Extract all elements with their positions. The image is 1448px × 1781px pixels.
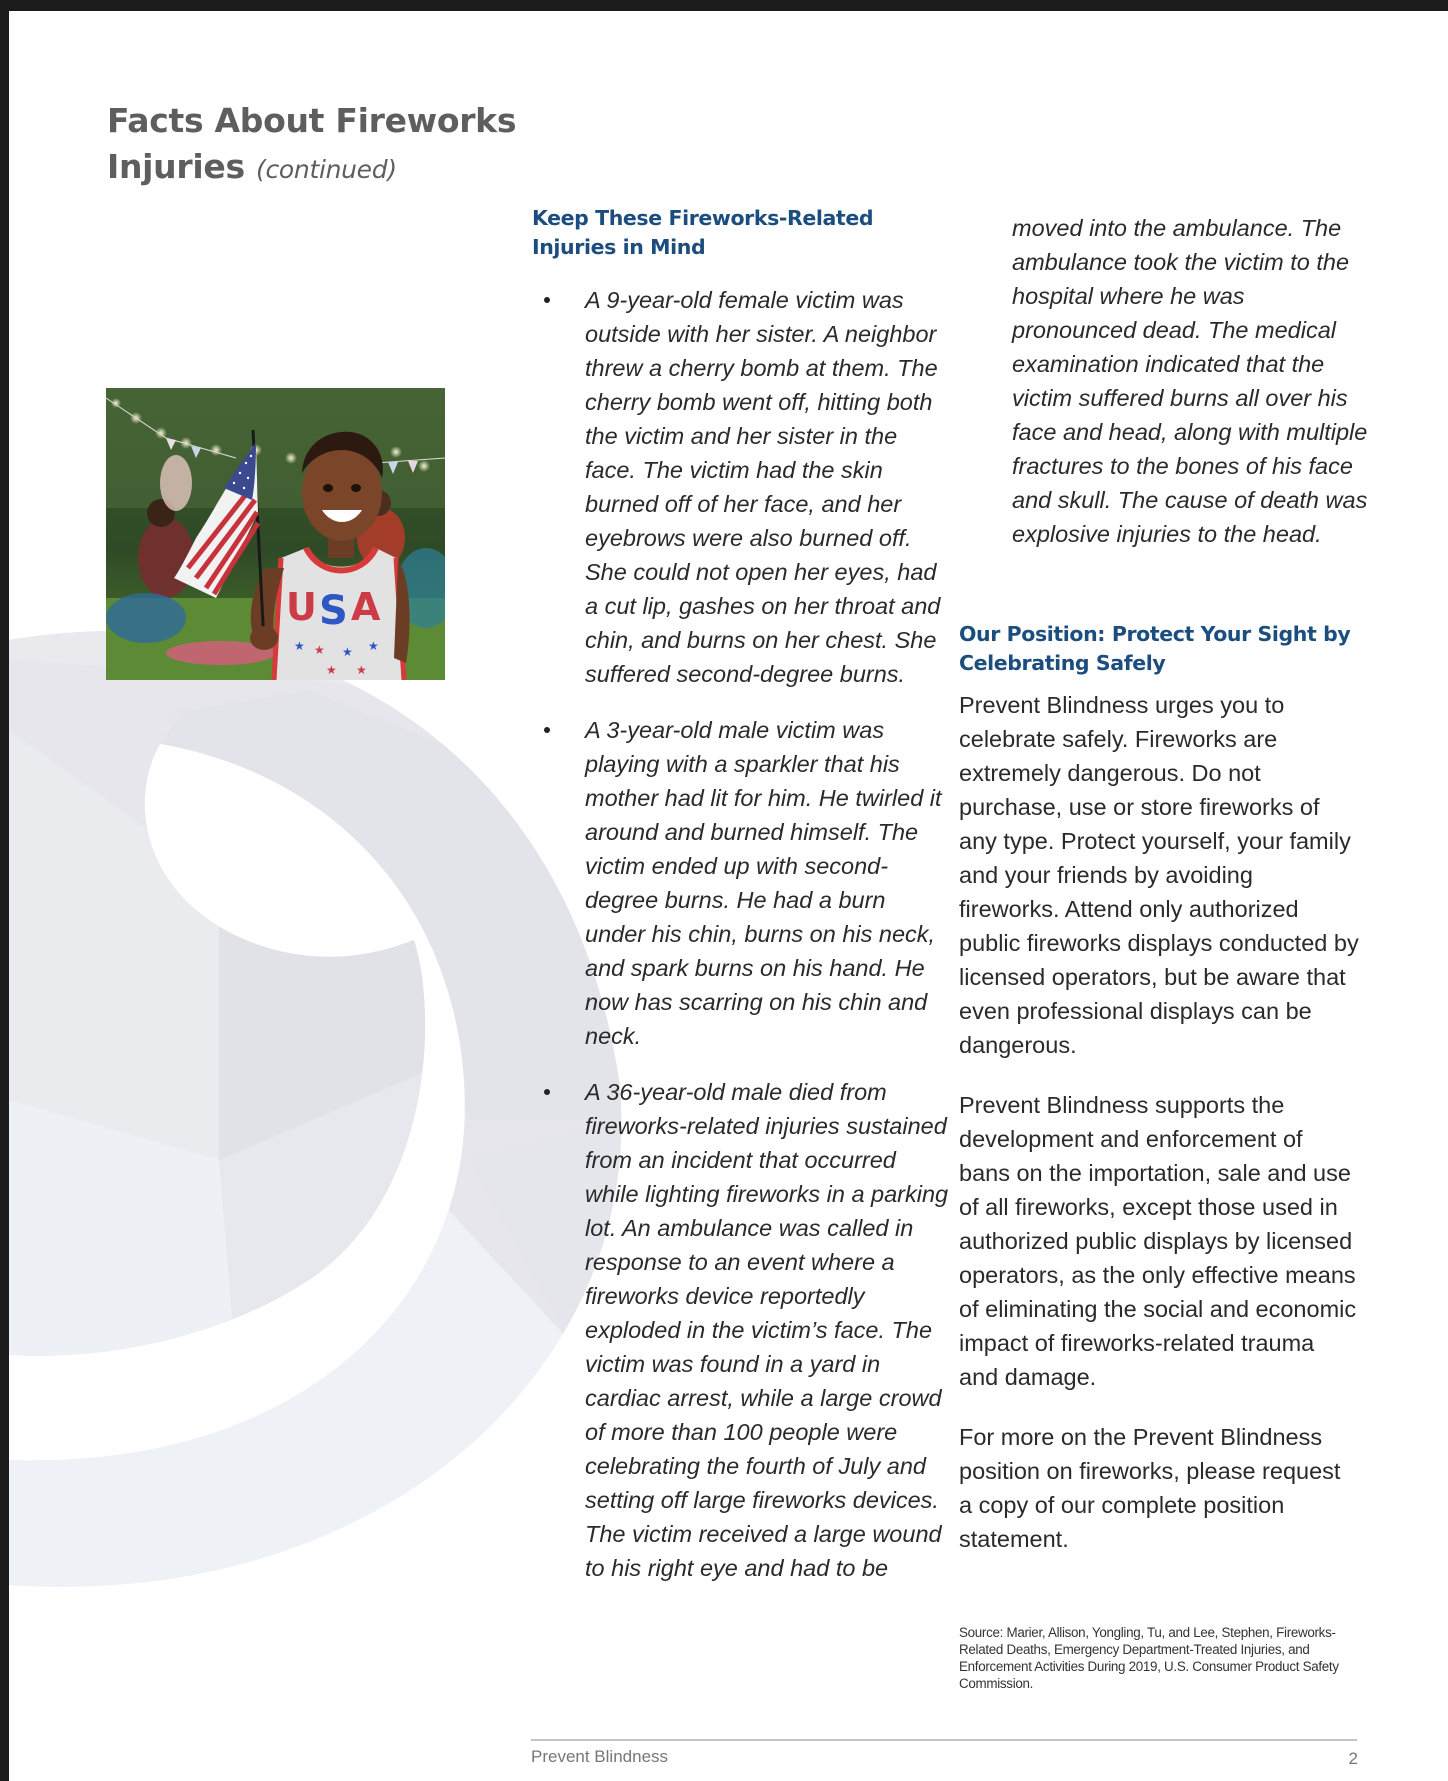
svg-text:★: ★ (314, 643, 325, 657)
source-citation: Source: Marier, Allison, Yongling, Tu, and Lee, Stephen, Fireworks-Related Deaths, Emergency Department-Treated Injuries, and Enforcement Activities During 2019, U.S. Consumer Product Safety Commission. (959, 1625, 1339, 1691)
svg-text:★: ★ (294, 639, 305, 653)
injuries-heading-line2: Injuries in Mind (532, 235, 706, 259)
position-body (959, 688, 1359, 1582)
svg-text:A: A (351, 585, 381, 629)
injury-case-list (532, 283, 952, 1607)
injury-case-text: A 36-year-old male died from fireworks-related injuries sustained from an incident that occurred while lighting fireworks in a parking lot. An ambulance was called in response to an event where a fireworks device reportedly exploded in the victim’s face. The victim was found in a yard in cardiac arrest, while a large crowd of more than 100 people were celebrating the fourth of July and setting off large fireworks devices. The victim received a large wound to his right eye and had to be (585, 1079, 949, 1581)
svg-text:★: ★ (368, 639, 379, 653)
page-title-line1: Facts About Fireworks (107, 101, 517, 140)
injury-case-item (532, 283, 952, 691)
footer-organization: Prevent Blindness (531, 1747, 669, 1766)
child-with-flag-photo (106, 388, 445, 680)
position-paragraph: For more on the Prevent Blindness position on fireworks, please request a copy of our complete position statement. (959, 1424, 1341, 1552)
injury-case-text: A 9-year-old female victim was outside with her sister. A neighbor threw a cherry bomb at them. The cherry bomb went off, hitting both the victim and her sister in the face. The victim had the skin burned off of her face, and her eyebrows were also burned off. She could not open her eyes, had a cut lip, gashes on her throat and chin, and burns on her chest. She suffered second-degree burns. (585, 287, 941, 687)
viewer-top-bar (0, 0, 1448, 11)
svg-text:U: U (286, 585, 317, 629)
bullet-icon (544, 1089, 550, 1095)
position-heading-line1: Our Position: Protect Your Sight by (959, 622, 1351, 646)
bullet-icon (544, 727, 550, 733)
position-paragraph: Prevent Blindness urges you to celebrate safely. Fireworks are extremely dangerous. Do not purchase, use or store fireworks of any type. Protect yourself, your family and your friends by avoiding fireworks. Attend only authorized public fireworks displays conducted by licensed operators, but be aware that even professional displays can be dangerous. (959, 692, 1359, 1058)
page-title-line2: Injuries (107, 147, 245, 186)
svg-text:★: ★ (342, 645, 353, 659)
svg-text:★: ★ (356, 663, 367, 677)
bullet-icon (544, 297, 550, 303)
injury-case-item (532, 1075, 952, 1585)
page-number: 2 (1348, 1749, 1358, 1768)
injuries-heading-line1: Keep These Fireworks-Related (532, 206, 874, 230)
viewer-left-bar (0, 0, 9, 1781)
position-paragraph: Prevent Blindness supports the development and enforcement of bans on the importation, sale and use of all fireworks, except those used in authorized public displays by licensed operators, as the only effective means of eliminating the social and economic impact of fireworks-related trauma and damage. (959, 1092, 1357, 1390)
injury-case-text: A 3-year-old male victim was playing with a sparkler that his mother had lit for him. He twirled it around and burned himself. The victim ended up with second-degree burns. He had a burn under his chin, burns on his neck, and spark burns on his hand. He now has scarring on his chin and neck. (585, 717, 942, 1049)
svg-text:★: ★ (326, 663, 337, 677)
position-section-heading (959, 620, 1350, 678)
position-heading-line2: Celebrating Safely (959, 651, 1166, 675)
injuries-section-heading (532, 204, 873, 262)
injury-case-item (532, 713, 952, 1053)
footer-divider (531, 1739, 1357, 1741)
svg-text:S: S (319, 588, 348, 634)
injury-case-continued-text: moved into the ambulance. The ambulance took the victim to the hospital where he was pronounced dead. The medical examination indicated that the victim suffered burns all over his face and head, along with multiple fractures to the bones of his face and skull. The cause of death was explosive injuries to the head. (1012, 215, 1368, 547)
page-title (107, 98, 527, 193)
page-title-continued: (continued) (256, 155, 397, 184)
